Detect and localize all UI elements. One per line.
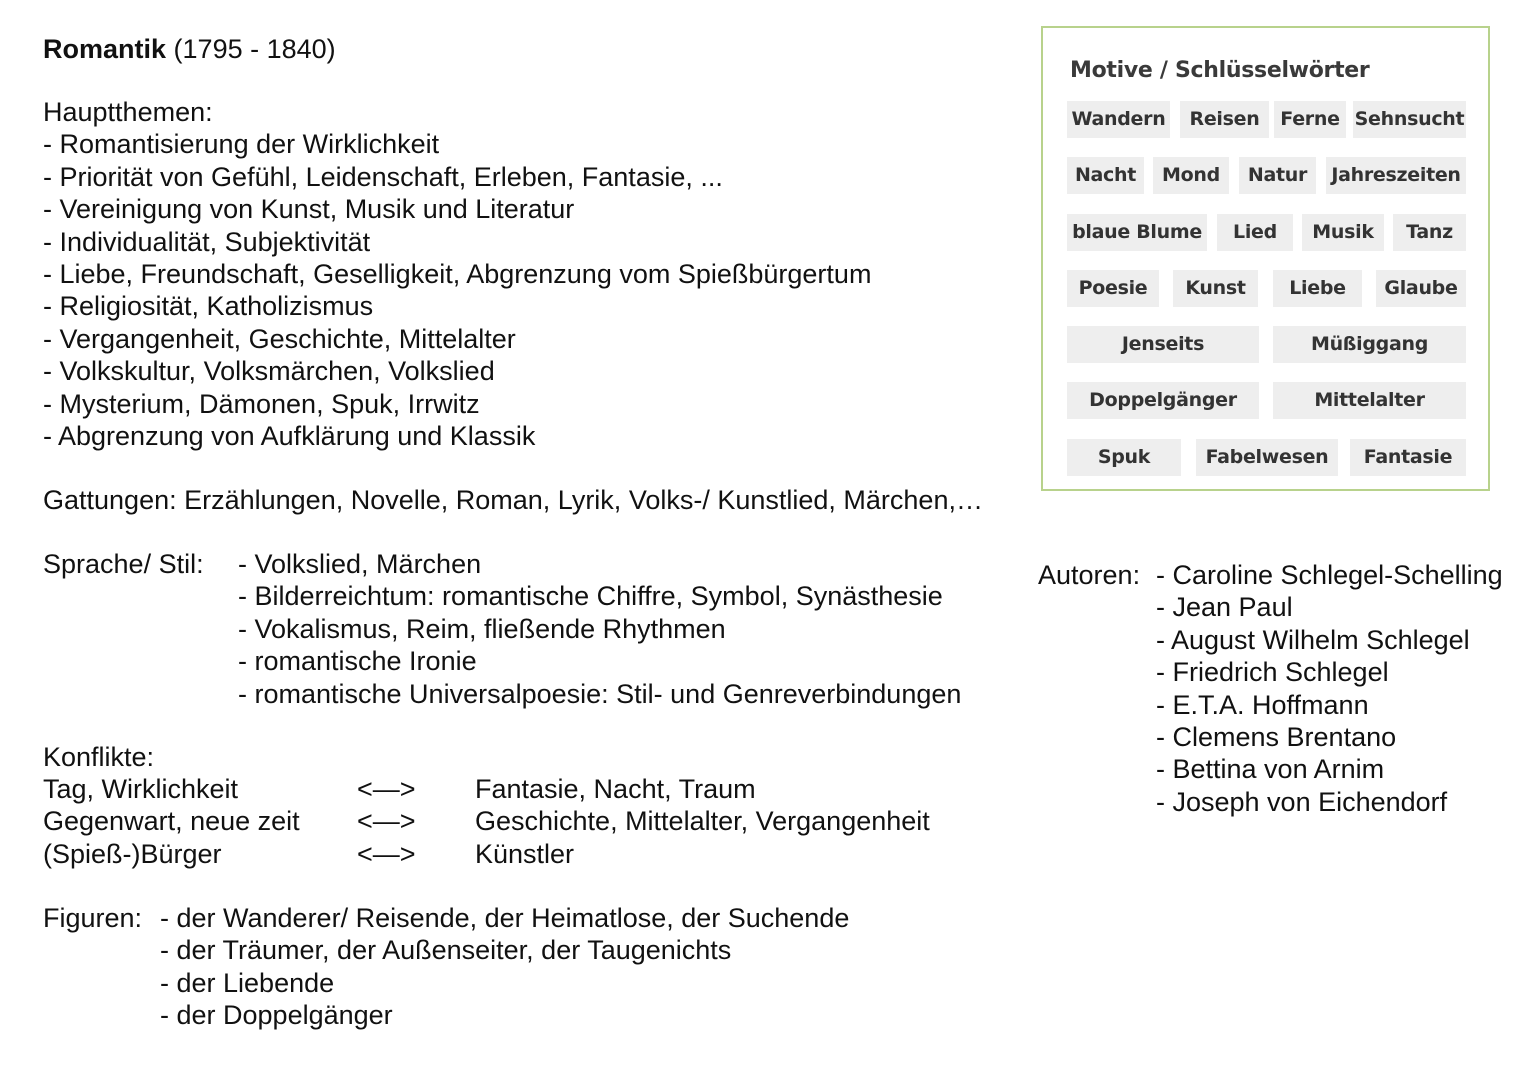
title-name: Romantik xyxy=(43,34,167,64)
motive-chip: blaue Blume xyxy=(1067,214,1207,251)
autor-item: - Jean Paul xyxy=(1156,592,1293,623)
motive-chip: Reisen xyxy=(1180,101,1269,138)
motive-chip: Jenseits xyxy=(1067,326,1259,363)
motive-chip: Fabelwesen xyxy=(1196,439,1338,476)
motive-chip: Lied xyxy=(1217,214,1293,251)
hauptthemen-item: - Mysterium, Dämonen, Spuk, Irrwitz xyxy=(43,388,480,419)
sprache-label: Sprache/ Stil: xyxy=(43,549,204,579)
figuren-list xyxy=(160,902,849,1032)
hauptthemen-label: Hauptthemen: xyxy=(43,97,213,127)
figuren-item: - der Liebende xyxy=(160,967,335,998)
sprache-item: - romantische Universalpoesie: Stil- und Genreverbindungen xyxy=(238,678,962,709)
motive-chip: Wandern xyxy=(1067,101,1170,138)
konflikt-left: (Spieß-)Bürger xyxy=(43,839,222,869)
hauptthemen-item: - Abgrenzung von Aufklärung und Klassik xyxy=(43,421,536,452)
page-title xyxy=(43,32,336,66)
hauptthemen-item: - Vergangenheit, Geschichte, Mittelalter xyxy=(43,323,516,354)
autor-item: - Bettina von Arnim xyxy=(1156,754,1385,785)
hauptthemen-item: - Priorität von Gefühl, Leidenschaft, Erleben, Fantasie, ... xyxy=(43,161,723,192)
motive-chip: Jahreszeiten xyxy=(1326,157,1466,194)
autoren-label: Autoren: xyxy=(1038,560,1141,590)
konflikt-row xyxy=(43,838,1043,870)
autor-item: - August Wilhelm Schlegel xyxy=(1156,624,1470,655)
sprache-item: - romantische Ironie xyxy=(238,646,477,677)
motive-chip: Glaube xyxy=(1376,270,1466,307)
motive-chip: Liebe xyxy=(1273,270,1362,307)
hauptthemen-item: - Liebe, Freundschaft, Geselligkeit, Abgrenzung vom Spießbürgertum xyxy=(43,259,872,290)
autor-item: - Joseph von Eichendorf xyxy=(1156,786,1448,817)
hauptthemen-item: - Religiosität, Katholizismus xyxy=(43,291,374,322)
motive-title: Motive / Schlüsselwörter xyxy=(1070,58,1370,83)
autoren-list xyxy=(1156,559,1503,818)
motive-chip: Mittelalter xyxy=(1273,382,1466,419)
konflikt-right: Künstler xyxy=(475,839,575,869)
motive-chip: Natur xyxy=(1239,157,1316,194)
hauptthemen-item: - Romantisierung der Wirklichkeit xyxy=(43,129,440,160)
motive-chip: Nacht xyxy=(1067,157,1144,194)
konflikt-left: Tag, Wirklichkeit xyxy=(43,774,239,804)
figuren-item: - der Wanderer/ Reisende, der Heimatlose, der Suchende xyxy=(160,903,850,933)
motive-chip: Musik xyxy=(1302,214,1384,251)
motive-box xyxy=(1041,26,1490,491)
figuren-label: Figuren: xyxy=(43,903,143,933)
figuren-item: - der Träumer, der Außenseiter, der Taugenichts xyxy=(160,935,732,966)
konflikt-row xyxy=(43,805,1043,837)
konflikt-right: Fantasie, Nacht, Traum xyxy=(475,774,756,804)
konflikt-left: Gegenwart, neue zeit xyxy=(43,806,300,836)
motive-chip: Ferne xyxy=(1274,101,1346,138)
konflikt-arrow: <—> xyxy=(357,839,416,869)
autor-item: - Clemens Brentano xyxy=(1156,722,1397,753)
autor-item: - Caroline Schlegel-Schelling xyxy=(1156,560,1503,590)
motive-chip: Tanz xyxy=(1393,214,1466,251)
sprache-item: - Bilderreichtum: romantische Chiffre, Symbol, Synästhesie xyxy=(238,581,943,612)
konflikte-label: Konflikte: xyxy=(43,742,155,772)
motive-chip: Müßiggang xyxy=(1273,326,1466,363)
sprache-list xyxy=(238,548,961,710)
hauptthemen-item: - Vereinigung von Kunst, Musik und Literatur xyxy=(43,194,575,225)
konflikt-arrow: <—> xyxy=(357,774,416,804)
konflikt-arrow: <—> xyxy=(357,806,416,836)
autor-item: - E.T.A. Hoffmann xyxy=(1156,689,1369,720)
konflikt-row xyxy=(43,773,1043,805)
sprache-item: - Volkslied, Märchen xyxy=(238,549,482,579)
title-period: (1795 - 1840) xyxy=(173,34,336,64)
konflikt-right: Geschichte, Mittelalter, Vergangenheit xyxy=(475,806,930,836)
figuren-item: - der Doppelgänger xyxy=(160,1000,393,1031)
gattungen-text: Gattungen: Erzählungen, Novelle, Roman, Lyrik, Volks-/ Kunstlied, Märchen,… xyxy=(43,485,983,515)
hauptthemen-section xyxy=(43,96,871,452)
motive-chip: Fantasie xyxy=(1350,439,1466,476)
motive-chip: Spuk xyxy=(1067,439,1181,476)
motive-chip: Doppelgänger xyxy=(1067,382,1259,419)
motive-chip: Sehnsucht xyxy=(1353,101,1466,138)
motive-chip: Mond xyxy=(1153,157,1229,194)
motive-chip: Kunst xyxy=(1173,270,1258,307)
motive-chip: Poesie xyxy=(1067,270,1159,307)
autor-item: - Friedrich Schlegel xyxy=(1156,657,1389,688)
hauptthemen-item: - Volkskultur, Volksmärchen, Volkslied xyxy=(43,356,495,387)
hauptthemen-item: - Individualität, Subjektivität xyxy=(43,226,371,257)
sprache-item: - Vokalismus, Reim, fließende Rhythmen xyxy=(238,613,726,644)
